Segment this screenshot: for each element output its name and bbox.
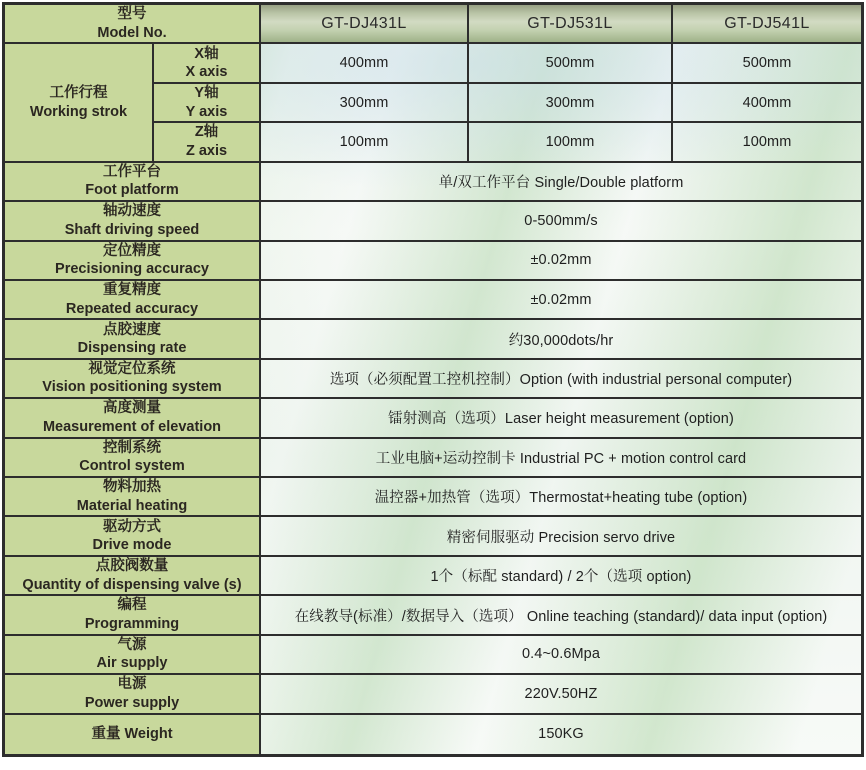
row-label-elevation-measurement	[5, 399, 261, 438]
row-label-power-supply	[5, 675, 261, 714]
row-label-cn: 轴动速度	[103, 203, 161, 220]
row-label-vision-system	[5, 360, 261, 399]
axis-label-y	[154, 84, 261, 123]
row-label-cn: 工作平台	[103, 163, 161, 180]
working-stroke-en: Working strok	[29, 103, 128, 120]
row-value: 约30,000dots/hr	[508, 332, 614, 349]
axis-value-cell	[673, 123, 861, 162]
row-label-cn: 编程	[117, 597, 147, 614]
row-label-cn: 气源	[117, 636, 147, 653]
axis-value: 300mm	[545, 94, 595, 111]
axis-value-cell	[261, 44, 469, 83]
row-label-control-system	[5, 439, 261, 478]
row-label-en: Precisioning accuracy	[55, 261, 209, 278]
header-label-cell	[5, 5, 261, 44]
row-label-en: Power supply	[84, 694, 180, 711]
row-label-en: Material heating	[76, 497, 188, 514]
axis-label-cn: X轴	[194, 45, 219, 62]
row-value-cell	[261, 557, 861, 596]
row-label-cn: 高度测量	[103, 400, 161, 417]
row-label-cn: 驱动方式	[103, 518, 161, 535]
axis-value-cell	[673, 84, 861, 123]
row-label-weight	[5, 715, 261, 754]
row-label-positioning-accuracy	[5, 242, 261, 281]
row-label-valve-quantity	[5, 557, 261, 596]
row-label-en: Quantity of dispensing valve (s)	[22, 576, 242, 593]
row-label-cn: 点胶阀数量	[95, 558, 169, 575]
axis-value-cell	[261, 84, 469, 123]
axis-value: 100mm	[545, 133, 595, 150]
row-label-foot-platform	[5, 163, 261, 202]
row-label-en: Shaft driving speed	[64, 221, 200, 238]
axis-label-cn: Y轴	[194, 84, 219, 101]
header-label-en: Model No.	[97, 24, 167, 41]
row-label-air-supply	[5, 636, 261, 675]
axis-label-en: Z axis	[185, 142, 228, 159]
row-label-en: Programming	[84, 616, 180, 633]
axis-value: 100mm	[742, 133, 792, 150]
header-label-cn: 型号	[117, 6, 147, 23]
row-value: 选项（必须配置工控机控制）Option (with industrial personal computer)	[329, 371, 793, 388]
row-value: 150KG	[538, 726, 584, 743]
row-label-cn: 电源	[117, 676, 147, 693]
axis-value-cell	[673, 44, 861, 83]
model-name: GT-DJ431L	[321, 14, 407, 32]
axis-value-cell	[469, 44, 673, 83]
axis-label-cn: Z轴	[194, 124, 219, 141]
row-value-cell	[261, 596, 861, 635]
row-value-cell	[261, 242, 861, 281]
row-value: 单/双工作平台 Single/Double platform	[438, 174, 684, 191]
row-label-cn: 控制系统	[103, 439, 161, 456]
working-stroke-cn: 工作行程	[49, 84, 108, 101]
row-label-dispensing-rate	[5, 320, 261, 359]
axis-value: 400mm	[742, 94, 792, 111]
row-label-cn: 重复精度	[103, 282, 161, 299]
axis-value: 100mm	[339, 133, 389, 150]
row-label-material-heating	[5, 478, 261, 517]
row-value-cell	[261, 163, 861, 202]
row-value: 精密伺服驱动 Precision servo drive	[446, 529, 676, 546]
row-label-cn: 定位精度	[103, 242, 161, 259]
row-value: 温控器+加热管（选项）Thermostat+heating tube (option)	[374, 490, 748, 507]
row-label-cn: 视觉定位系统	[88, 360, 176, 377]
row-label-cn: 物料加热	[103, 479, 161, 496]
row-value: 镭射测高（选项）Laser height measurement (option)	[388, 411, 734, 428]
model-name: GT-DJ531L	[527, 14, 613, 32]
axis-value: 500mm	[545, 55, 595, 72]
row-label-shaft-speed	[5, 202, 261, 241]
row-label-en: Control system	[79, 458, 185, 475]
row-value-cell	[261, 399, 861, 438]
row-value-cell	[261, 478, 861, 517]
axis-label-x	[154, 44, 261, 83]
row-label-en: Drive mode	[92, 537, 172, 554]
axis-value-cell	[469, 123, 673, 162]
row-value-cell	[261, 360, 861, 399]
row-value-cell	[261, 202, 861, 241]
row-value: ±0.02mm	[530, 291, 592, 308]
row-value-cell	[261, 715, 861, 754]
row-label-en: Repeated accuracy	[65, 300, 199, 317]
row-value-cell	[261, 636, 861, 675]
model-header-cell	[469, 5, 673, 44]
row-label-en: Foot platform	[85, 182, 179, 199]
row-label-drive-mode	[5, 517, 261, 556]
model-header-cell	[673, 5, 861, 44]
model-header-cell	[261, 5, 469, 44]
row-value-cell	[261, 281, 861, 320]
row-label-repeated-accuracy	[5, 281, 261, 320]
axis-value-cell	[469, 84, 673, 123]
row-value: 0.4~0.6Mpa	[522, 646, 600, 663]
axis-value: 400mm	[339, 55, 389, 72]
row-value-cell	[261, 439, 861, 478]
axis-label-en: Y axis	[185, 103, 228, 120]
row-value: 220V.50HZ	[524, 685, 598, 702]
row-value-cell	[261, 320, 861, 359]
working-stroke-label	[5, 44, 154, 162]
row-value: ±0.02mm	[530, 252, 592, 269]
row-value: 工业电脑+运动控制卡 Industrial PC + motion control card	[375, 450, 747, 467]
axis-value: 300mm	[339, 94, 389, 111]
axis-value: 500mm	[742, 55, 792, 72]
model-name: GT-DJ541L	[724, 14, 810, 32]
row-value-cell	[261, 675, 861, 714]
row-value: 0-500mm/s	[524, 212, 598, 229]
row-label-en: Dispensing rate	[77, 340, 187, 357]
axis-label-en: X axis	[185, 64, 228, 81]
row-value: 在线教导(标准）/数据导入（选项） Online teaching (standard)/ data input (option)	[294, 608, 828, 625]
row-label-cn: 点胶速度	[103, 321, 161, 338]
axis-value-cell	[261, 123, 469, 162]
row-label-cn: 重量 Weight	[91, 726, 173, 742]
row-label-en: Air supply	[96, 655, 168, 672]
row-value-cell	[261, 517, 861, 556]
spec-table	[2, 2, 864, 757]
row-value: 1个（标配 standard) / 2个（选项 option)	[430, 569, 692, 586]
row-label-en: Vision positioning system	[42, 379, 222, 396]
axis-label-z	[154, 123, 261, 162]
row-label-en: Measurement of elevation	[42, 418, 222, 435]
row-label-programming	[5, 596, 261, 635]
